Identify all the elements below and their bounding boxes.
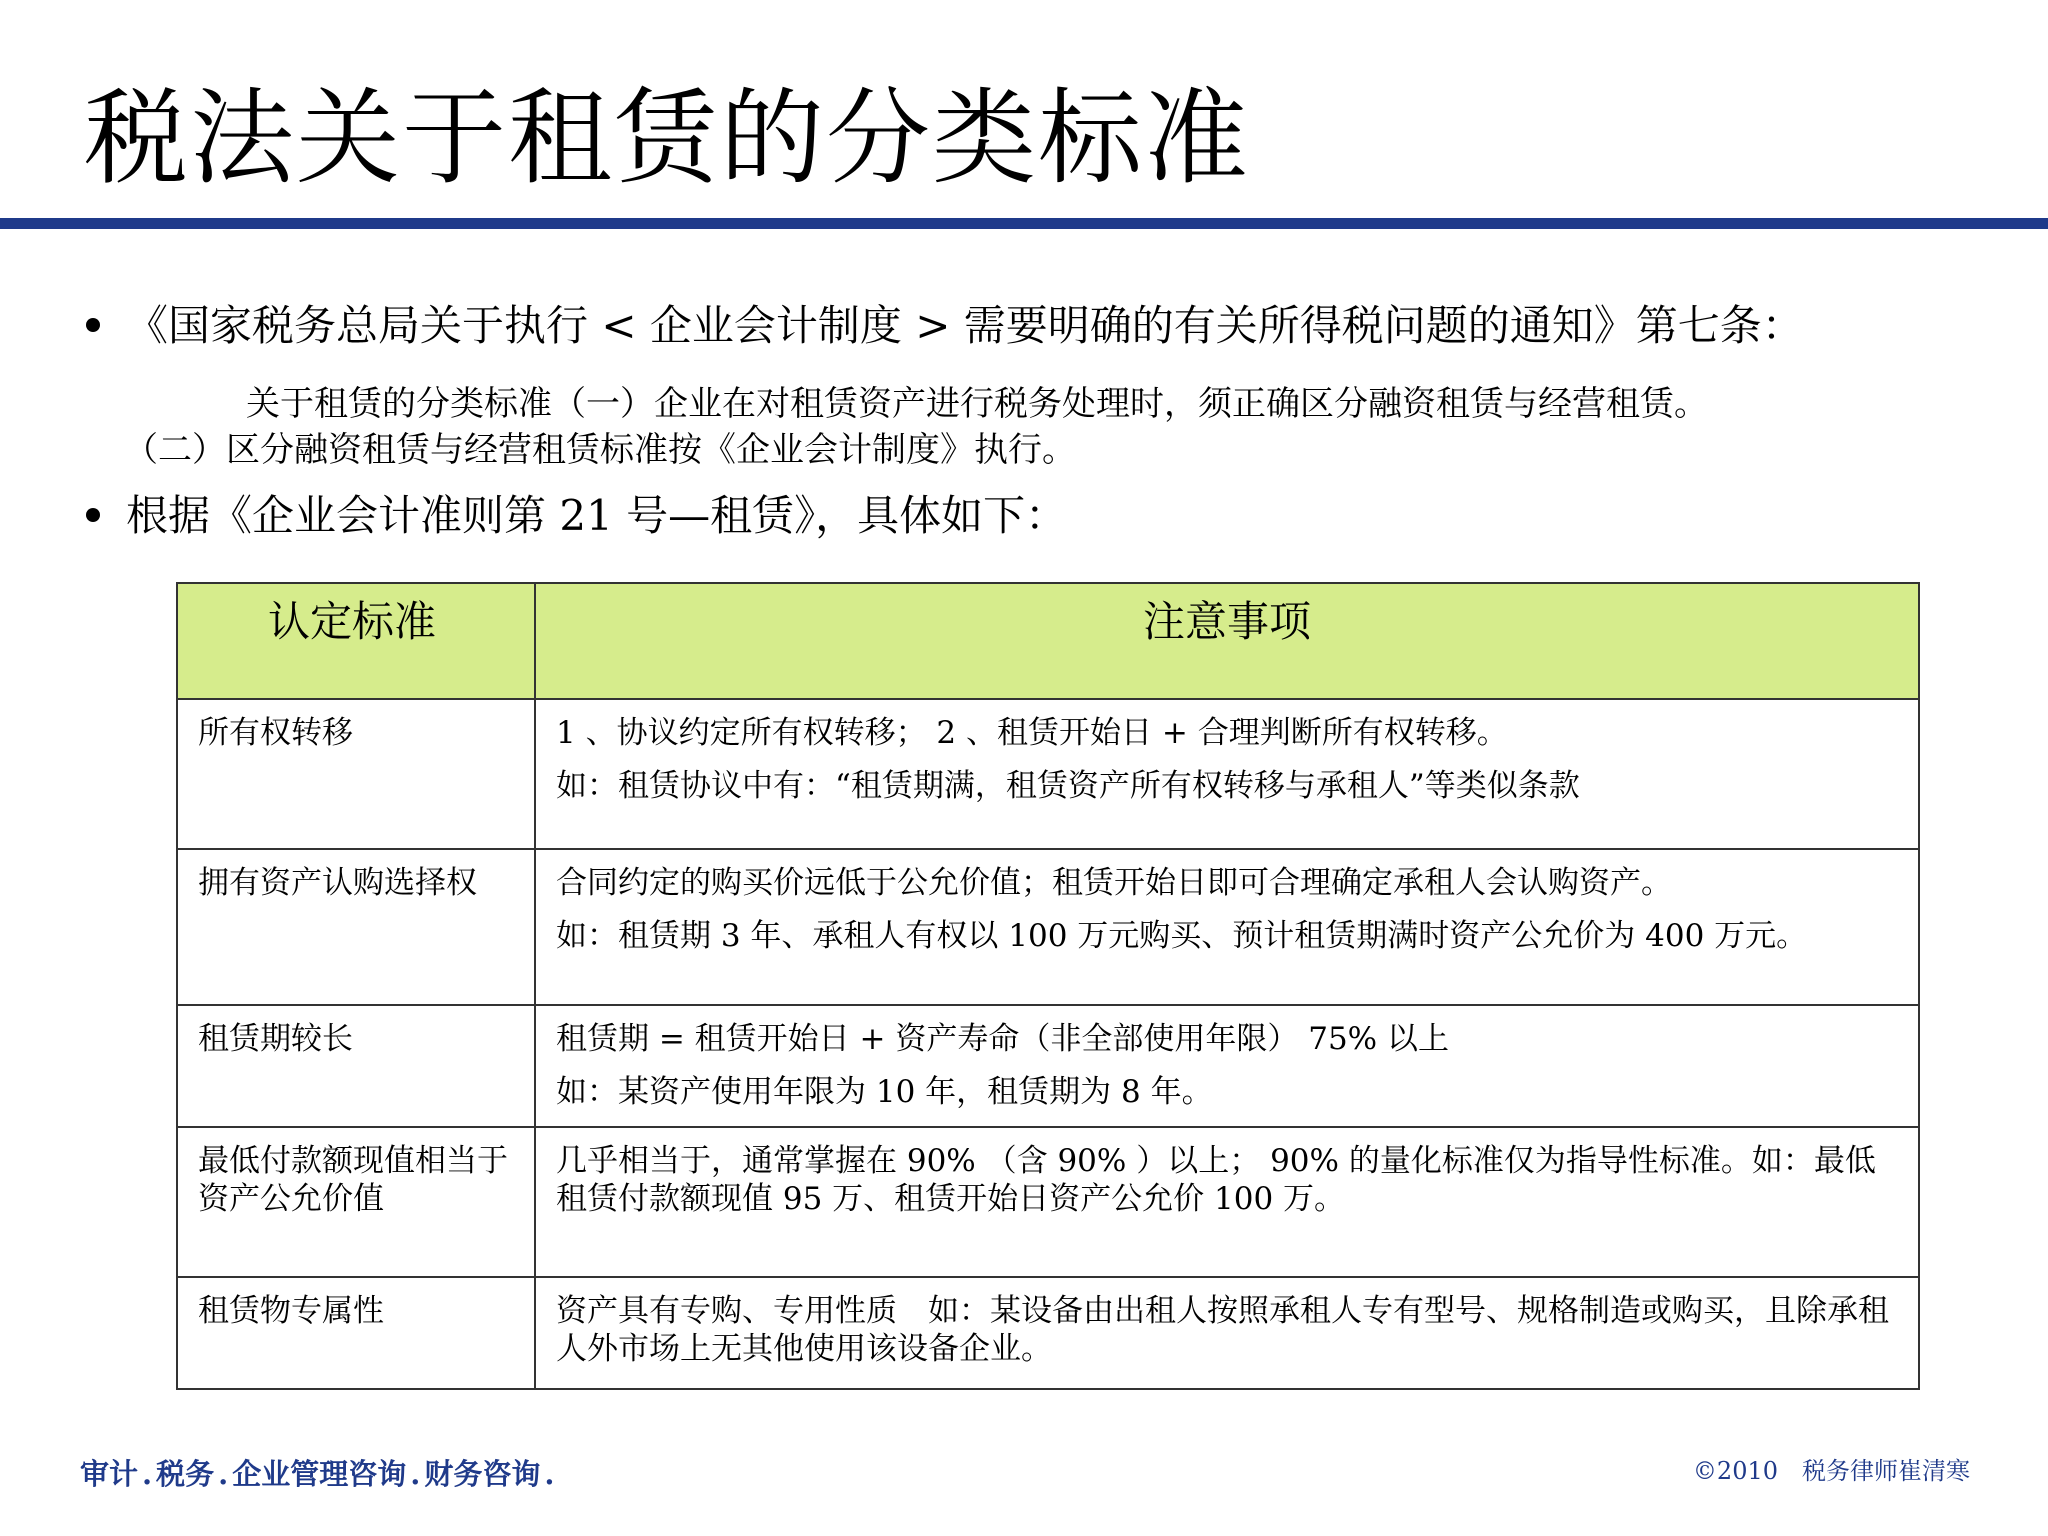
notes-cell [535, 699, 1919, 849]
table-row [177, 849, 1919, 1005]
header-criterion: 认定标准 [177, 583, 535, 699]
bullet-text-notice: 《国家税务总局关于执行 < 企业会计制度 > 需要明确的有关所得税问题的通知》第七条： [126, 301, 1804, 350]
bullet-icon [86, 508, 100, 522]
footer-service-audit: 审计 [80, 1457, 139, 1491]
note-example: 如：某资产使用年限为 10 年，租赁期为 8 年。 [556, 1074, 1213, 1110]
note-text: 资产具有专购、专用性质 如：某设备由出租人按照承租人专有型号、规格制造或购买，且除承租人外市场上无其他使用该设备企业。 [556, 1293, 1889, 1367]
footer-separator: . [544, 1457, 555, 1491]
notes-cell [535, 849, 1919, 1005]
footer-separator: . [410, 1457, 421, 1491]
table-row [177, 1127, 1919, 1277]
note-text: 合同约定的购买价远低于公允价值；租赁开始日即可合理确定承租人会认购资产。 [556, 865, 1672, 901]
note-text: 几乎相当于，通常掌握在 90% （含 90% ）以上； 90% 的量化标准仅为指导性标准。如：最低租赁付款额现值 95 万、租赁开始日资产公允价 100 万。 [556, 1143, 1876, 1217]
footer-separator: . [218, 1457, 229, 1491]
notes-cell [535, 1127, 1919, 1277]
criterion-cell: 最低付款额现值相当于资产公允价值 [177, 1127, 535, 1277]
notice-clause-line-1: 关于租赁的分类标准（一）企业在对租赁资产进行税务处理时，须正确区分融资租赁与经营租赁。 [246, 384, 1708, 424]
criterion-cell: 租赁期较长 [177, 1005, 535, 1127]
note-text: 租赁期 = 租赁开始日 + 资产寿命（非全部使用年限） 75% 以上 [556, 1021, 1449, 1057]
footer-service-management: 企业管理咨询 [232, 1457, 407, 1491]
footer-services [80, 1456, 559, 1492]
notice-clause-line-2: （二）区分融资租赁与经营租赁标准按《企业会计制度》执行。 [124, 430, 1076, 470]
footer-copyright: ©2010 税务律师崔清寒 [1692, 1457, 1970, 1485]
lease-criteria-table [176, 582, 1920, 1390]
footer-separator: . [142, 1457, 153, 1491]
bullet-item-notice [86, 300, 1804, 352]
page-title: 税法关于租赁的分类标准 [84, 77, 1251, 199]
note-text: 1 、协议约定所有权转移； 2 、租赁开始日 + 合理判断所有权转移。 [556, 715, 1508, 751]
bullet-item-standard [86, 490, 1067, 542]
note-example: 如：租赁期 3 年、承租人有权以 100 万元购买、预计租赁期满时资产公允价为 400 万元。 [556, 918, 1808, 954]
table-row [177, 1277, 1919, 1389]
notes-cell [535, 1277, 1919, 1389]
notes-cell [535, 1005, 1919, 1127]
header-notes: 注意事项 [535, 583, 1919, 699]
note-example: 如：租赁协议中有：“租赁期满，租赁资产所有权转移与承租人”等类似条款 [556, 768, 1580, 804]
table-header-row [177, 583, 1919, 699]
table-row [177, 1005, 1919, 1127]
criterion-cell: 租赁物专属性 [177, 1277, 535, 1389]
footer-service-finance: 财务咨询 [424, 1457, 541, 1491]
bullet-text-standard: 根据《企业会计准则第 21 号—租赁》，具体如下： [126, 491, 1068, 540]
table-row [177, 699, 1919, 849]
footer-service-tax: 税务 [156, 1457, 215, 1491]
criterion-cell: 拥有资产认购选择权 [177, 849, 535, 1005]
bullet-icon [86, 318, 100, 332]
title-divider [0, 218, 2048, 229]
criterion-cell: 所有权转移 [177, 699, 535, 849]
